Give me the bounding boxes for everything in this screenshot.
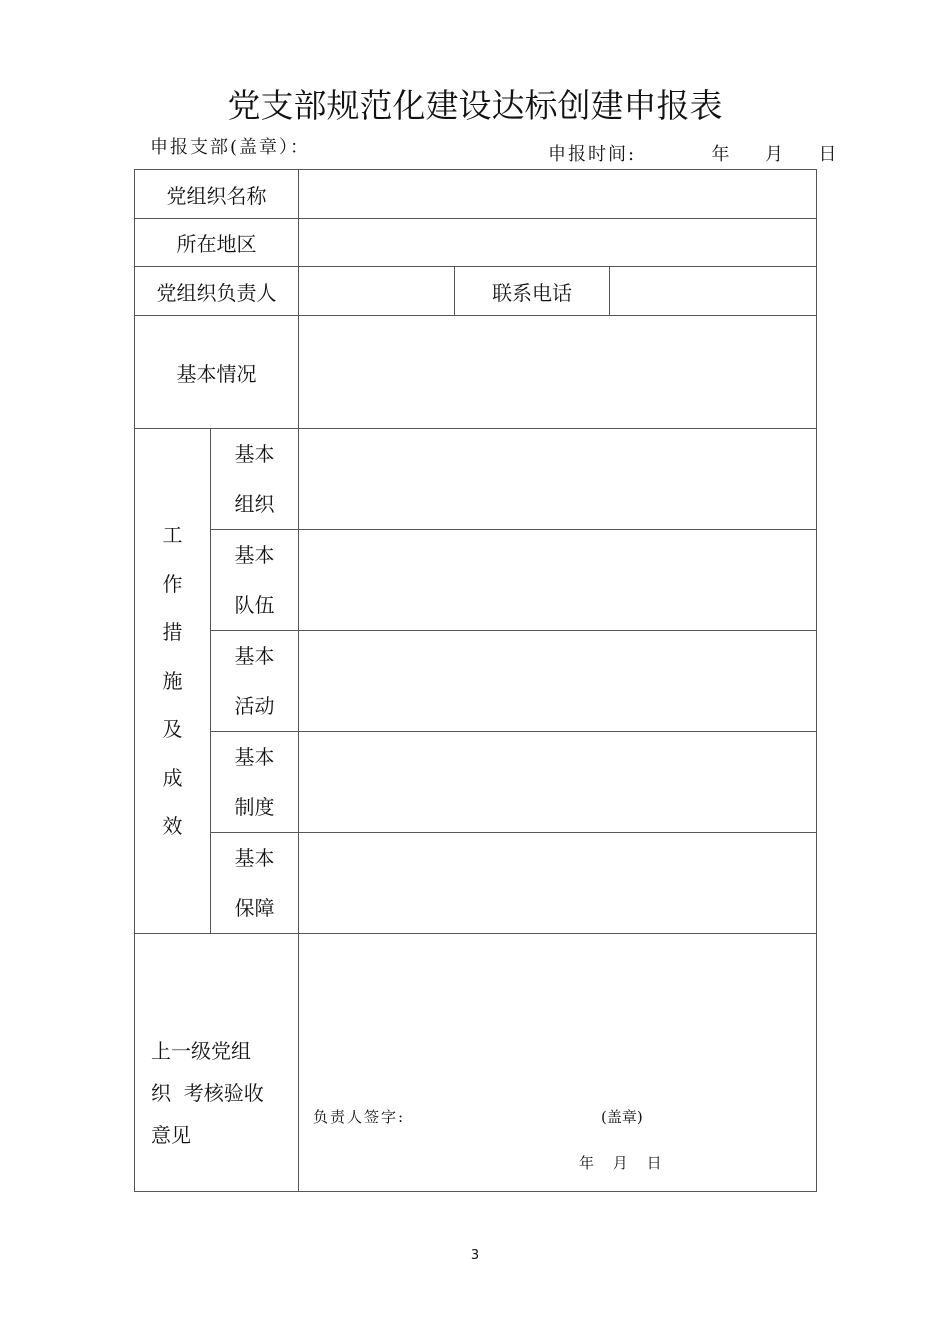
year-label: 年 <box>711 144 732 165</box>
item-basic-guarantee-label: 基本 保障 <box>211 833 299 934</box>
item-basic-team-label: 基本 队伍 <box>211 530 299 631</box>
phone-field[interactable] <box>610 267 817 316</box>
page-title: 党支部规范化建设达标创建申报表 <box>227 86 723 125</box>
item-basic-guarantee-field[interactable] <box>299 833 817 934</box>
org-name-label: 党组织名称 <box>135 170 299 219</box>
org-name-field[interactable] <box>299 170 817 219</box>
measures-label: 工 作 措 施 及 成 效 <box>135 429 211 934</box>
item-basic-team-field[interactable] <box>299 530 817 631</box>
item-basic-activities-label: 基本 活动 <box>211 631 299 732</box>
phone-label: 联系电话 <box>455 267 610 316</box>
sign-date: 年 月 日 <box>579 1154 662 1172</box>
basic-info-field[interactable] <box>299 316 817 429</box>
item-basic-activities-field[interactable] <box>299 631 817 732</box>
page-number: 3 <box>470 1248 480 1263</box>
application-form-table <box>134 169 817 1192</box>
review-opinion-field[interactable] <box>299 934 817 1192</box>
item-basic-system-label: 基本 制度 <box>211 732 299 833</box>
basic-info-label: 基本情况 <box>135 316 299 429</box>
signature-label: 负责人签字: <box>313 1108 406 1126</box>
item-basic-system-field[interactable] <box>299 732 817 833</box>
item-basic-organization-field[interactable] <box>299 429 817 530</box>
seal-label: (盖章) <box>601 1108 643 1126</box>
month-label: 月 <box>765 144 786 165</box>
review-opinion-label: 上一级党组 织 考核验收 意见 <box>135 934 299 1192</box>
branch-label: 申报支部(盖章）： <box>150 137 311 158</box>
leader-label: 党组织负责人 <box>135 267 299 316</box>
submission-time <box>548 140 838 166</box>
item-basic-organization-label: 基本 组织 <box>211 429 299 530</box>
time-label: 申报时间: <box>548 144 637 165</box>
leader-field[interactable] <box>299 267 455 316</box>
day-label: 日 <box>818 144 839 165</box>
region-field[interactable] <box>299 219 817 267</box>
region-label: 所在地区 <box>135 219 299 267</box>
